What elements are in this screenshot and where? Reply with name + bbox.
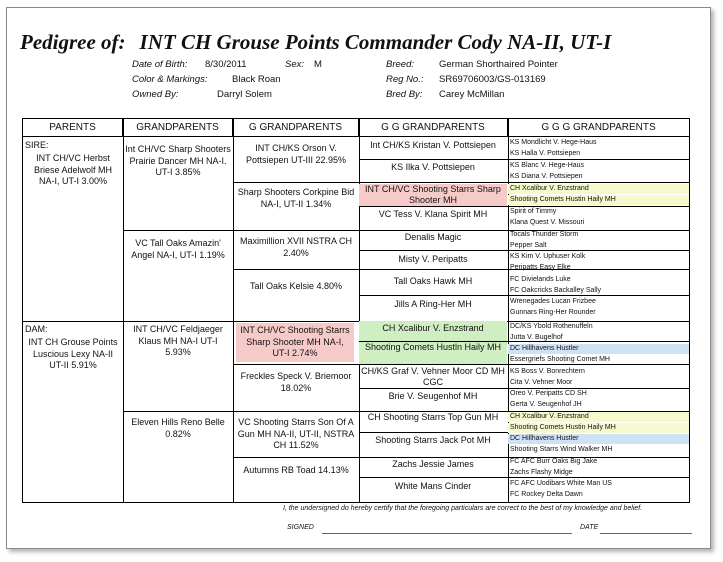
header-g-grandparents: G GRANDPARENTS [233,119,359,137]
bred-value: Carey McMillan [439,89,505,100]
gg-grandparent-10: Shooting Comets Hustln Haily MH [359,342,507,364]
header-grandparents: GRANDPARENTS [123,119,233,137]
g-grandparent-6: Freckles Speck V. Briemoor 18.02% [240,371,352,393]
ggg-grandparent-28: Shooting Starrs Wind Walker MH [510,446,613,453]
signature-line[interactable] [322,533,572,534]
ggg-grandparent-1: KS Mondlicht V. Hege-Haus [510,139,597,146]
date-line[interactable] [600,533,692,534]
breed-value: German Shorthaired Pointer [439,59,558,70]
sire-name: INT CH/VC Herbst Briese Adelwolf MH NA-I, UT-I 3.00% [33,153,113,187]
g-grandparent-5: INT CH/VC Shooting Starrs Sharp Shooter MH NA-I, UT-I 2.74% [236,323,354,362]
sire-label: SIRE: [25,140,49,150]
gg-grandparent-6: Misty V. Peripatts [398,254,468,264]
row-divider [359,159,689,160]
dog-name: INT CH Grouse Points Commander Cody NA-II, UT-I [139,30,612,54]
page-title [20,30,611,55]
sex-value: M [314,59,322,70]
gg-grandparent-2: KS Ilka V. Pottsiepen [391,162,475,172]
breed-label: Breed: [386,59,414,70]
title-label: Pedigree of: [20,30,126,54]
gg-grandparent-5: Denalis Magic [404,232,462,242]
dam-label: DAM: [25,324,48,334]
ggg-grandparent-21: KS Boss V. Bonrechtern [510,368,585,375]
ggg-grandparent-3: KS Blanc V. Hege-Haus [510,162,585,169]
dob-label: Date of Birth: [132,59,188,70]
ggg-grandparent-15: Wrenegades Lucan Frizbee [510,298,596,305]
gg-grandparent-7: Tall Oaks Hawk MH [393,276,473,286]
ggg-grandparent-13: FC Divielands Luke [510,276,571,283]
gg-grandparent-3: INT CH/VC Shooting Starrs Sharp Shooter MH [359,184,507,206]
reg-label: Reg No.: [386,74,424,85]
gg-grandparent-16: White Mans Cinder [394,481,472,491]
ggg-grandparent-16: Gunnars Ring-Her Rounder [510,309,596,316]
ggg-grandparent-2: KS Halla V. Pottsiepen [510,150,581,157]
ggg-grandparent-7: Spirit of Timmy [510,208,557,215]
pedigree-table [22,118,690,503]
g-grandparent-1: INT CH/KS Orson V. Pottsiepen UT-III 22.95% [245,143,347,165]
header-gg-grandparents: G G GRANDPARENTS [359,119,508,137]
gg-grandparent-11: CH/KS Graf V. Vehner Moor CD MH CGC [361,366,505,387]
ggg-grandparent-31: FC AFC Uodibars White Man US [510,480,612,487]
g-grandparent-4: Tall Oaks Kelsie 4.80% [249,281,343,291]
ggg-grandparent-29: FC AFC Burr Oaks Big Jake [510,458,598,465]
gg-grandparent-12: Brie V. Seugenhof MH [388,391,478,401]
ggg-grandparent-24: Gerta V. Seugenhof JH [510,401,582,408]
ggg-grandparent-30: Zachs Flashy Midge [510,469,573,476]
gg-grandparent-8: Jills A Ring-Her MH [394,299,472,309]
g-grandparent-8: Autumns RB Toad 14.13% [243,465,349,475]
g-grandparent-2: Sharp Shooters Corkpine Bid NA-I, UT-II 1.34% [237,187,355,209]
gg-grandparent-13: CH Shooting Starrs Top Gun MH [367,412,499,422]
column-divider [123,119,124,502]
ggg-grandparent-6: Shooting Comets Hustin Haily MH [508,195,689,205]
dam-name: INT CH Grouse Points Luscious Lexy NA-II UT-II 5.91% [28,337,118,371]
row-divider [233,182,689,183]
certification-text: I, the undersigned do hereby certify that the foregoing particulars are correct to the best of my knowledge and belief. [283,505,643,512]
color-value: Black Roan [232,74,281,85]
sex-label: Sex: [285,59,305,70]
ggg-grandparent-27: DC Hillhavens Hustler [508,434,689,444]
grandparent-1: Int CH/VC Sharp Shooters Prairie Dancer MH NA-I. UT-I 3.85% [125,144,231,178]
ggg-grandparent-26: Shooting Comets Hustin Haily MH [508,423,689,433]
owned-value: Darryl Solem [217,89,272,100]
gg-grandparent-4: VC Tess V. Klana Spirit MH [378,209,488,219]
ggg-grandparent-4: KS Diana V. Pottsiepen [510,173,583,180]
ggg-grandparent-9: Tocals Thunder Storm [510,231,579,238]
ggg-grandparent-20: Essergriefs Shooting Comet MH [510,356,610,363]
bred-label: Bred By: [386,89,423,100]
date-label: DATE [580,524,599,531]
ggg-grandparent-11: KS Kim V. Uphuser Kolk [510,253,586,260]
gg-grandparent-9: CH Xcalibur V. Enzstrand [359,321,507,341]
ggg-grandparent-25: CH Xcalibur V. Enzstrand [508,412,689,422]
ggg-grandparent-12: Peripatts Easy Elke [510,264,571,271]
ggg-grandparent-22: Cita V. Vehner Moor [510,379,573,386]
gg-grandparent-14: Shooting Starrs Jack Pot MH [375,435,491,445]
ggg-grandparent-23: Oreo V. Peripatts CD SH [510,390,587,397]
g-grandparent-3: Maximillion XVII NSTRA CH 2.40% [239,236,353,258]
ggg-grandparent-19: DC Hillhavens Hustler [508,344,689,354]
owned-label: Owned By: [132,89,179,100]
ggg-grandparent-32: FC Rockey Delta Dawn [510,491,583,498]
grandparent-4: Eleven Hills Reno Belle 0.82% [131,417,225,439]
ggg-grandparent-18: Jutta V. Bugelhof [510,334,563,341]
reg-value: SR69706003/GS-013169 [439,74,546,85]
ggg-grandparent-17: DC/KS Ybold Rothenuffeln [510,323,593,330]
signed-label: SIGNED [287,524,314,531]
header-ggg-grandparents: G G G GRANDPARENTS [508,119,689,137]
color-label: Color & Markings: [132,74,208,85]
grandparent-2: VC Tall Oaks Amazin' Angel NA-I, UT-I 1.19% [131,238,225,260]
grandparent-3: INT CH/VC Feldjaeger Klaus MH NA-I UT-I 5.93% [133,324,223,358]
header-parents: PARENTS [23,119,123,137]
ggg-grandparent-10: Pepper Salt [510,242,547,249]
dob-value: 8/30/2011 [205,59,247,70]
ggg-grandparent-5: CH Xcalibur V. Enzstrand [508,184,689,194]
gg-grandparent-15: Zachs Jessie James [392,459,474,469]
column-divider [233,119,234,502]
ggg-grandparent-8: Klana Quest V. Missouri [510,219,585,226]
g-grandparent-7: VC Shooting Starrs Son Of A Gun MH NA-II, UT-II, NSTRA CH 11.52% [237,417,355,451]
ggg-grandparent-14: FC Oakcricks Backalley Sally [510,287,602,294]
gg-grandparent-1: Int CH/KS Kristan V. Pottsiepen [370,140,496,150]
